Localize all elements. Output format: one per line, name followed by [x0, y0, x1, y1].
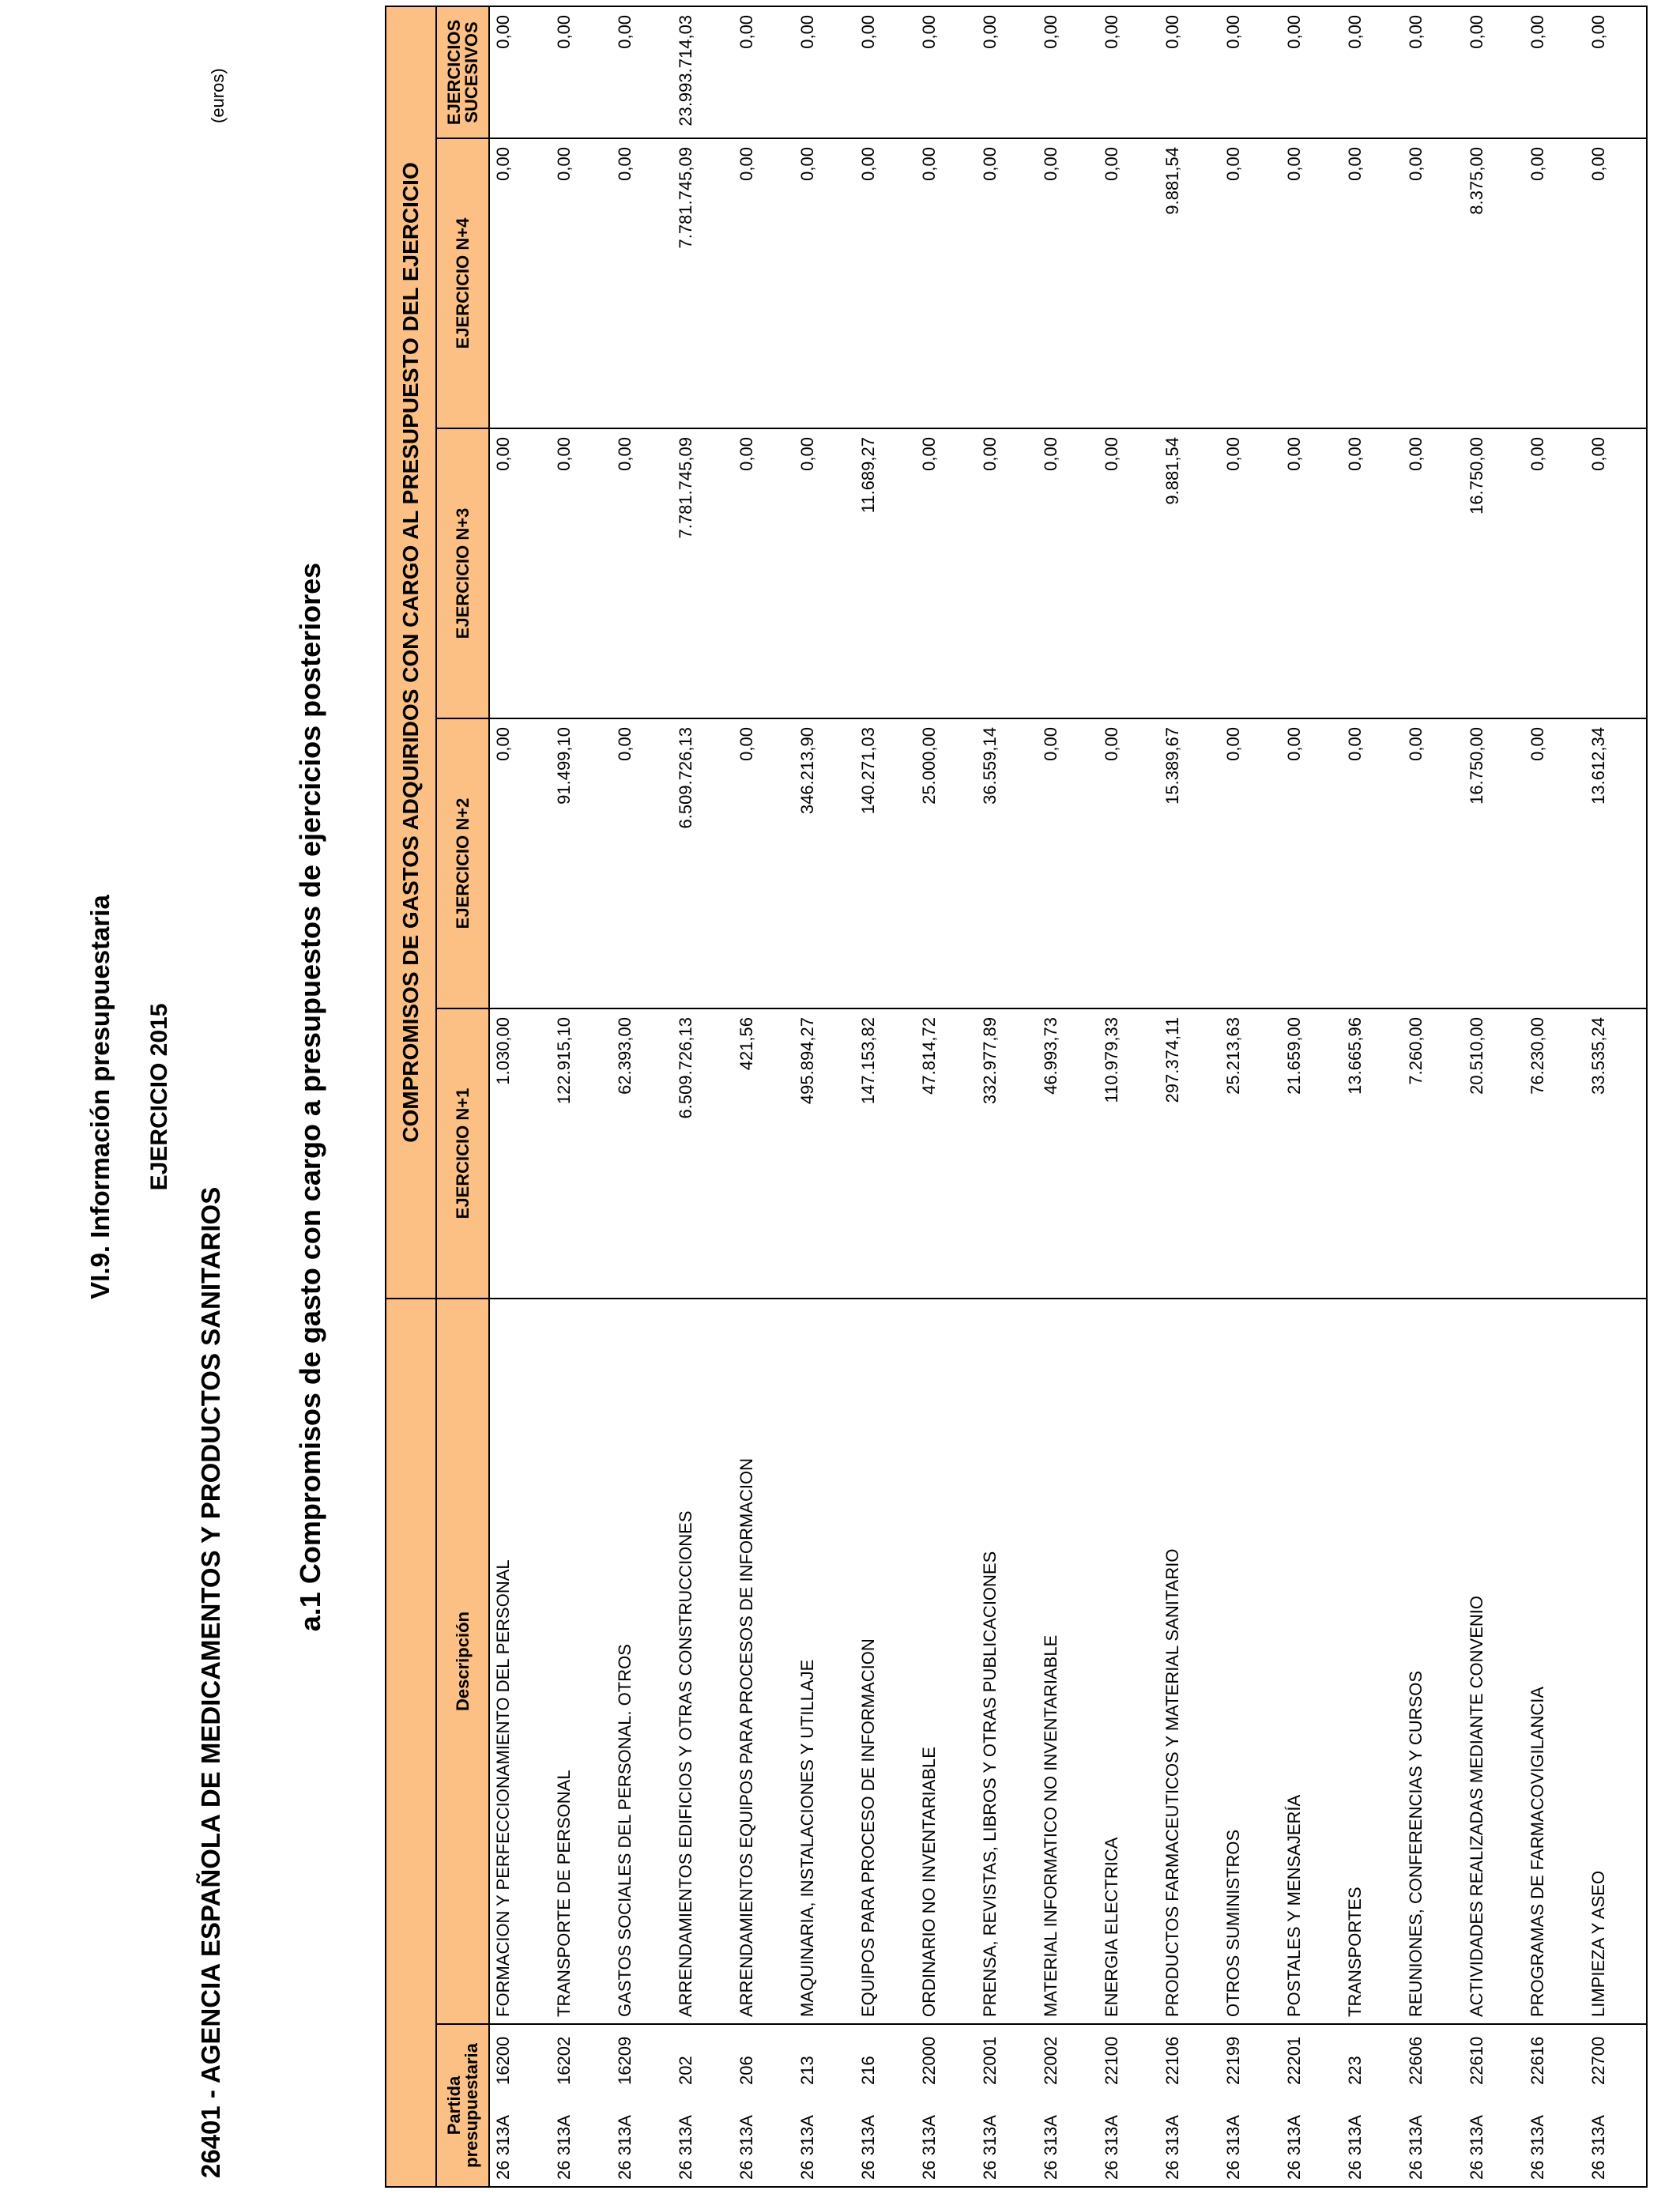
partida-cell — [1281, 2024, 1342, 2187]
amount-n4-cell: 0,00 — [1220, 138, 1281, 428]
amount-n1-cell: 13.665,96 — [1342, 1008, 1403, 1299]
amount-sucesivos-cell: 0,00 — [1585, 6, 1647, 138]
partida-cell — [1585, 2024, 1647, 2187]
description-cell: FORMACION Y PERFECCIONAMIENTO DEL PERSONAL — [489, 1299, 551, 2024]
program-code: 26 313A — [1588, 2115, 1608, 2180]
economic-code: 213 — [797, 2056, 817, 2085]
program-code: 26 313A — [676, 2115, 695, 2180]
amount-n3-cell: 0,00 — [794, 428, 855, 718]
amount-n1-cell: 147.153,82 — [855, 1008, 916, 1299]
amount-n1-cell: 62.393,00 — [612, 1008, 672, 1299]
program-code: 26 313A — [615, 2115, 635, 2180]
amount-n3-cell: 0,00 — [1342, 428, 1403, 718]
amount-sucesivos-cell: 0,00 — [1342, 6, 1403, 138]
column-header-n3: EJERCICIO N+3 — [436, 428, 489, 718]
amount-n1-cell: 76.230,00 — [1524, 1008, 1585, 1299]
economic-code: 216 — [858, 2056, 878, 2085]
program-code: 26 313A — [858, 2115, 878, 2180]
amount-n4-cell: 0,00 — [733, 138, 794, 428]
economic-code: 22000 — [919, 2036, 939, 2085]
amount-n3-cell: 0,00 — [1403, 428, 1463, 718]
description-cell: REUNIONES, CONFERENCIAS Y CURSOS — [1403, 1299, 1463, 2024]
program-code: 26 313A — [797, 2115, 817, 2180]
amount-n2-cell: 15.389,67 — [1159, 718, 1220, 1008]
amount-n1-cell: 25.213,63 — [1220, 1008, 1281, 1299]
amount-sucesivos-cell: 0,00 — [855, 6, 916, 138]
description-cell: ARRENDAMIENTOS EQUIPOS PARA PROCESOS DE INFORMACION — [733, 1299, 794, 2024]
amount-n4-cell: 0,00 — [1098, 138, 1159, 428]
economic-code: 22002 — [1041, 2036, 1060, 2085]
amount-n4-cell: 0,00 — [1524, 138, 1585, 428]
fiscal-year-heading: EJERCICIO 2015 — [146, 1003, 172, 1191]
amount-sucesivos-cell: 0,00 — [1281, 6, 1342, 138]
amount-n4-cell: 0,00 — [1342, 138, 1403, 428]
partida-cell — [1342, 2024, 1403, 2187]
amount-sucesivos-cell: 23.993.714,03 — [672, 6, 733, 138]
table-row — [916, 6, 977, 2187]
column-header-sucesivos: EJERCICIOS SUCESIVOS — [436, 6, 489, 138]
column-header-n2: EJERCICIO N+2 — [436, 718, 489, 1008]
description-cell: OTROS SUMINISTROS — [1220, 1299, 1281, 2024]
amount-n1-cell: 20.510,00 — [1463, 1008, 1524, 1299]
amount-n4-cell: 8.375,00 — [1463, 138, 1524, 428]
column-header-n1: EJERCICIO N+1 — [436, 1008, 489, 1299]
amount-n3-cell: 0,00 — [1038, 428, 1098, 718]
economic-code: 22616 — [1527, 2036, 1547, 2085]
amount-n3-cell: 7.781.745,09 — [672, 428, 733, 718]
column-header-partida: Partida presupuestaria — [436, 2024, 489, 2187]
table-row — [733, 6, 794, 2187]
column-header-descripcion: Descripción — [436, 1299, 489, 2024]
amount-n2-cell: 0,00 — [1342, 718, 1403, 1008]
agency-name: 26401 - AGENCIA ESPAÑOLA DE MEDICAMENTOS Y PRODUCTOS SANITARIOS — [196, 1186, 225, 2178]
amount-n1-cell: 297.374,11 — [1159, 1008, 1220, 1299]
table-row — [977, 6, 1038, 2187]
partida-cell — [1159, 2024, 1220, 2187]
table-row — [855, 6, 916, 2187]
partida-cell — [794, 2024, 855, 2187]
amount-n3-cell: 0,00 — [733, 428, 794, 718]
amount-sucesivos-cell: 0,00 — [1159, 6, 1220, 138]
description-cell: LIMPIEZA Y ASEO — [1585, 1299, 1647, 2024]
program-code: 26 313A — [1406, 2115, 1426, 2180]
amount-n3-cell: 16.750,00 — [1463, 428, 1524, 718]
economic-code: 22199 — [1223, 2036, 1243, 2085]
table-row — [1342, 6, 1403, 2187]
program-code: 26 313A — [1041, 2115, 1060, 2180]
economic-code: 16209 — [615, 2036, 635, 2085]
amount-n2-cell: 0,00 — [1281, 718, 1342, 1008]
partida-cell — [916, 2024, 977, 2187]
document-title: VI.9. Información presupuestaria — [85, 895, 115, 1299]
partida-cell — [977, 2024, 1038, 2187]
table-row — [1159, 6, 1220, 2187]
amount-n4-cell: 0,00 — [612, 138, 672, 428]
partida-cell — [489, 2024, 551, 2187]
amount-n4-cell: 0,00 — [977, 138, 1038, 428]
amount-n4-cell: 0,00 — [1585, 138, 1647, 428]
table-row — [794, 6, 855, 2187]
amount-n4-cell: 0,00 — [1038, 138, 1098, 428]
amount-n1-cell: 332.977,89 — [977, 1008, 1038, 1299]
program-code: 26 313A — [1527, 2115, 1547, 2180]
table-row — [672, 6, 733, 2187]
amount-n2-cell: 0,00 — [1403, 718, 1463, 1008]
table-row — [1524, 6, 1585, 2187]
economic-code: 202 — [676, 2056, 695, 2085]
program-code: 26 313A — [1102, 2115, 1121, 2180]
amount-n3-cell: 0,00 — [1098, 428, 1159, 718]
amount-n3-cell: 0,00 — [1281, 428, 1342, 718]
description-cell: MAQUINARIA, INSTALACIONES Y UTILLAJE — [794, 1299, 855, 2024]
amount-n2-cell: 0,00 — [733, 718, 794, 1008]
amount-n4-cell: 0,00 — [551, 138, 612, 428]
amount-n2-cell: 0,00 — [1524, 718, 1585, 1008]
amount-n2-cell: 36.559,14 — [977, 718, 1038, 1008]
amount-n3-cell: 0,00 — [1524, 428, 1585, 718]
amount-n4-cell: 0,00 — [1403, 138, 1463, 428]
amount-n1-cell: 122.915,10 — [551, 1008, 612, 1299]
amount-n4-cell: 7.781.745,09 — [672, 138, 733, 428]
description-cell: PRENSA, REVISTAS, LIBROS Y OTRAS PUBLICACIONES — [977, 1299, 1038, 2024]
economic-code: 22700 — [1588, 2036, 1608, 2085]
description-cell: ACTIVIDADES REALIZADAS MEDIANTE CONVENIO — [1463, 1299, 1524, 2024]
partida-cell — [551, 2024, 612, 2187]
table-row — [1220, 6, 1281, 2187]
amount-n1-cell: 46.993,73 — [1038, 1008, 1098, 1299]
amount-n3-cell: 0,00 — [977, 428, 1038, 718]
amount-n2-cell: 0,00 — [489, 718, 551, 1008]
amount-n1-cell: 47.814,72 — [916, 1008, 977, 1299]
table-row — [612, 6, 672, 2187]
amount-sucesivos-cell: 0,00 — [733, 6, 794, 138]
program-code: 26 313A — [1223, 2115, 1243, 2180]
amount-n2-cell: 25.000,00 — [916, 718, 977, 1008]
amount-n2-cell: 346.213,90 — [794, 718, 855, 1008]
table-row — [1463, 6, 1524, 2187]
amount-n2-cell: 140.271,03 — [855, 718, 916, 1008]
amount-n3-cell: 0,00 — [916, 428, 977, 718]
amount-n4-cell: 9.881,54 — [1159, 138, 1220, 428]
amount-n3-cell: 0,00 — [489, 428, 551, 718]
partida-cell — [855, 2024, 916, 2187]
partida-cell — [1463, 2024, 1524, 2187]
amount-n3-cell: 0,00 — [612, 428, 672, 718]
amount-sucesivos-cell: 0,00 — [1403, 6, 1463, 138]
amount-n2-cell: 91.499,10 — [551, 718, 612, 1008]
description-cell: ARRENDAMIENTOS EDIFICIOS Y OTRAS CONSTRUCCIONES — [672, 1299, 733, 2024]
partida-cell — [1403, 2024, 1463, 2187]
partida-cell — [1098, 2024, 1159, 2187]
amount-n1-cell: 33.535,24 — [1585, 1008, 1647, 1299]
amount-n2-cell: 0,00 — [1220, 718, 1281, 1008]
program-code: 26 313A — [980, 2115, 1000, 2180]
amount-sucesivos-cell: 0,00 — [794, 6, 855, 138]
description-cell: TRANSPORTES — [1342, 1299, 1403, 2024]
table-body — [489, 6, 1647, 2187]
amount-n1-cell: 6.509.726,13 — [672, 1008, 733, 1299]
table-row — [1281, 6, 1342, 2187]
amount-n2-cell: 0,00 — [1098, 718, 1159, 1008]
amount-sucesivos-cell: 0,00 — [551, 6, 612, 138]
units-label: (euros) — [208, 68, 228, 123]
amount-n4-cell: 0,00 — [855, 138, 916, 428]
description-cell: POSTALES Y MENSAJERÍA — [1281, 1299, 1342, 2024]
economic-code: 22201 — [1284, 2036, 1304, 2085]
amount-n1-cell: 421,56 — [733, 1008, 794, 1299]
amount-n1-cell: 495.894,27 — [794, 1008, 855, 1299]
amount-sucesivos-cell: 0,00 — [612, 6, 672, 138]
amount-sucesivos-cell: 0,00 — [1220, 6, 1281, 138]
partida-cell — [672, 2024, 733, 2187]
amount-n4-cell: 0,00 — [1281, 138, 1342, 428]
blank-header-cell — [386, 1299, 436, 2187]
program-code: 26 313A — [736, 2115, 756, 2180]
economic-code: 22610 — [1467, 2036, 1486, 2085]
amount-sucesivos-cell: 0,00 — [489, 6, 551, 138]
amount-n4-cell: 0,00 — [794, 138, 855, 428]
partida-cell — [612, 2024, 672, 2187]
amount-n2-cell: 13.612,34 — [1585, 718, 1647, 1008]
table-row — [489, 6, 551, 2187]
partida-cell — [1038, 2024, 1098, 2187]
amount-n4-cell: 0,00 — [916, 138, 977, 428]
description-cell: EQUIPOS PARA PROCESO DE INFORMACION — [855, 1299, 916, 2024]
economic-code: 206 — [736, 2056, 756, 2085]
description-cell: MATERIAL INFORMATICO NO INVENTARIABLE — [1038, 1299, 1098, 2024]
amount-n3-cell: 0,00 — [1220, 428, 1281, 718]
group-header: COMPROMISOS DE GASTOS ADQUIRIDOS CON CARGO AL PRESUPUESTO DEL EJERCICIO — [386, 6, 436, 1299]
description-cell: ENERGIA ELECTRICA — [1098, 1299, 1159, 2024]
table-row — [1038, 6, 1098, 2187]
economic-code: 22606 — [1406, 2036, 1426, 2085]
amount-sucesivos-cell: 0,00 — [1463, 6, 1524, 138]
economic-code: 22001 — [980, 2036, 1000, 2085]
amount-n1-cell: 110.979,33 — [1098, 1008, 1159, 1299]
table-row — [551, 6, 612, 2187]
program-code: 26 313A — [1467, 2115, 1486, 2180]
amount-n3-cell: 9.881,54 — [1159, 428, 1220, 718]
amount-n2-cell: 0,00 — [1038, 718, 1098, 1008]
amount-sucesivos-cell: 0,00 — [1098, 6, 1159, 138]
economic-code: 223 — [1345, 2056, 1365, 2085]
program-code: 26 313A — [493, 2115, 513, 2180]
economic-code: 16202 — [554, 2036, 574, 2085]
amount-sucesivos-cell: 0,00 — [1524, 6, 1585, 138]
economic-code: 22100 — [1102, 2036, 1121, 2085]
description-cell: PROGRAMAS DE FARMACOVIGILANCIA — [1524, 1299, 1585, 2024]
amount-sucesivos-cell: 0,00 — [977, 6, 1038, 138]
amount-n1-cell: 7.260,00 — [1403, 1008, 1463, 1299]
amount-n2-cell: 6.509.726,13 — [672, 718, 733, 1008]
amount-n3-cell: 11.689,27 — [855, 428, 916, 718]
amount-n2-cell: 0,00 — [612, 718, 672, 1008]
amount-sucesivos-cell: 0,00 — [916, 6, 977, 138]
amount-n4-cell: 0,00 — [489, 138, 551, 428]
amount-n1-cell: 1.030,00 — [489, 1008, 551, 1299]
program-code: 26 313A — [554, 2115, 574, 2180]
economic-code: 16200 — [493, 2036, 513, 2085]
partida-cell — [1524, 2024, 1585, 2187]
program-code: 26 313A — [919, 2115, 939, 2180]
amount-n1-cell: 21.659,00 — [1281, 1008, 1342, 1299]
section-subtitle: a.1 Compromisos de gasto con cargo a presupuestos de ejercicios posteriores — [294, 562, 326, 1632]
amount-n3-cell: 0,00 — [551, 428, 612, 718]
budget-commitments-table — [385, 6, 1648, 2188]
program-code: 26 313A — [1162, 2115, 1182, 2180]
program-code: 26 313A — [1345, 2115, 1365, 2180]
table-row — [1585, 6, 1647, 2187]
description-cell: PRODUCTOS FARMACEUTICOS Y MATERIAL SANITARIO — [1159, 1299, 1220, 2024]
amount-n3-cell: 0,00 — [1585, 428, 1647, 718]
partida-cell — [1220, 2024, 1281, 2187]
table-row — [1403, 6, 1463, 2187]
program-code: 26 313A — [1284, 2115, 1304, 2180]
description-cell: TRANSPORTE DE PERSONAL — [551, 1299, 612, 2024]
description-cell: GASTOS SOCIALES DEL PERSONAL. OTROS — [612, 1299, 672, 2024]
economic-code: 22106 — [1162, 2036, 1182, 2085]
description-cell: ORDINARIO NO INVENTARIABLE — [916, 1299, 977, 2024]
partida-cell — [733, 2024, 794, 2187]
column-header-n4: EJERCICIO N+4 — [436, 138, 489, 428]
amount-sucesivos-cell: 0,00 — [1038, 6, 1098, 138]
amount-n2-cell: 16.750,00 — [1463, 718, 1524, 1008]
table-row — [1098, 6, 1159, 2187]
